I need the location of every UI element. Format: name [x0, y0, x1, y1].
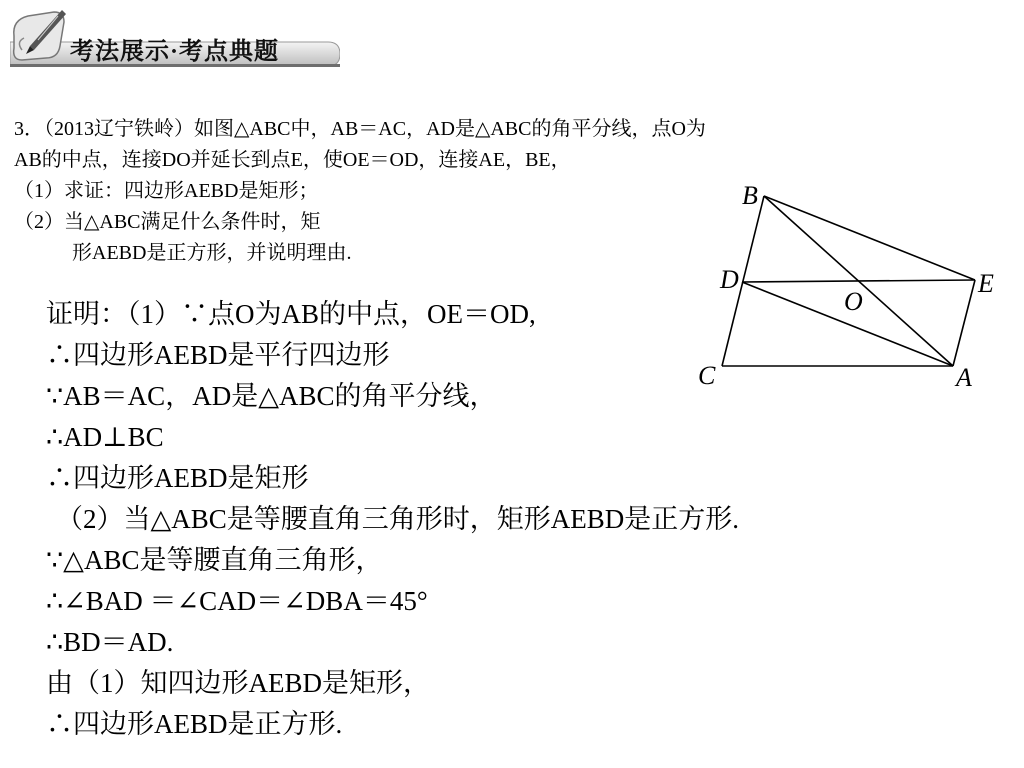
solution-line: ∴四边形AEBD是正方形. — [46, 709, 343, 739]
problem-line: （2）当△ABC满足什么条件时，矩 — [14, 211, 321, 233]
label-B: B — [742, 181, 758, 210]
solution-line: ∴AD⊥BC — [46, 422, 164, 452]
solution-line: ∴四边形AEBD是矩形 — [46, 463, 309, 493]
label-C: C — [698, 361, 716, 390]
label-E: E — [978, 269, 994, 298]
solution-line: 由（1）知四边形AEBD是矩形， — [46, 668, 430, 698]
problem-line: AB的中点，连接DO并延长到点E，使OE＝OD，连接AE，BE， — [14, 149, 571, 171]
solution-line: ∴四边形AEBD是平行四边形 — [46, 340, 390, 370]
solution-line: （2）当△ABC是等腰直角三角形时，矩形AEBD是正方形. — [56, 504, 740, 534]
segment-EA — [953, 280, 975, 366]
quill-scroll-icon — [8, 6, 70, 64]
label-O: O — [844, 287, 863, 316]
solution-line: 证明：（1）∵点O为AB的中点，OE＝OD, — [46, 299, 536, 329]
problem-line: 形AEBD是正方形，并说明理由. — [72, 242, 352, 264]
problem-line: （1）求证：四边形AEBD是矩形； — [14, 180, 319, 202]
label-A: A — [956, 363, 972, 392]
label-D: D — [720, 265, 739, 294]
segment-BE — [764, 196, 975, 280]
problem-line: 3．（2013辽宁铁岭）如图△ABC中，AB＝AC，AD是△ABC的角平分线，点O为 — [14, 118, 706, 140]
slide-header — [0, 0, 1024, 80]
solution-line: ∴∠BAD ＝∠CAD＝∠DBA＝45° — [46, 586, 428, 616]
header-title: 考法展示·考点典题 — [70, 39, 280, 65]
solution-line: ∵△ABC是等腰直角三角形， — [46, 545, 383, 575]
segment-DE — [742, 280, 975, 282]
solution-text — [46, 294, 739, 745]
solution-line: ∴BD＝AD. — [46, 627, 174, 657]
solution-line: ∵AB＝AC，AD是△ABC的角平分线， — [46, 381, 497, 411]
